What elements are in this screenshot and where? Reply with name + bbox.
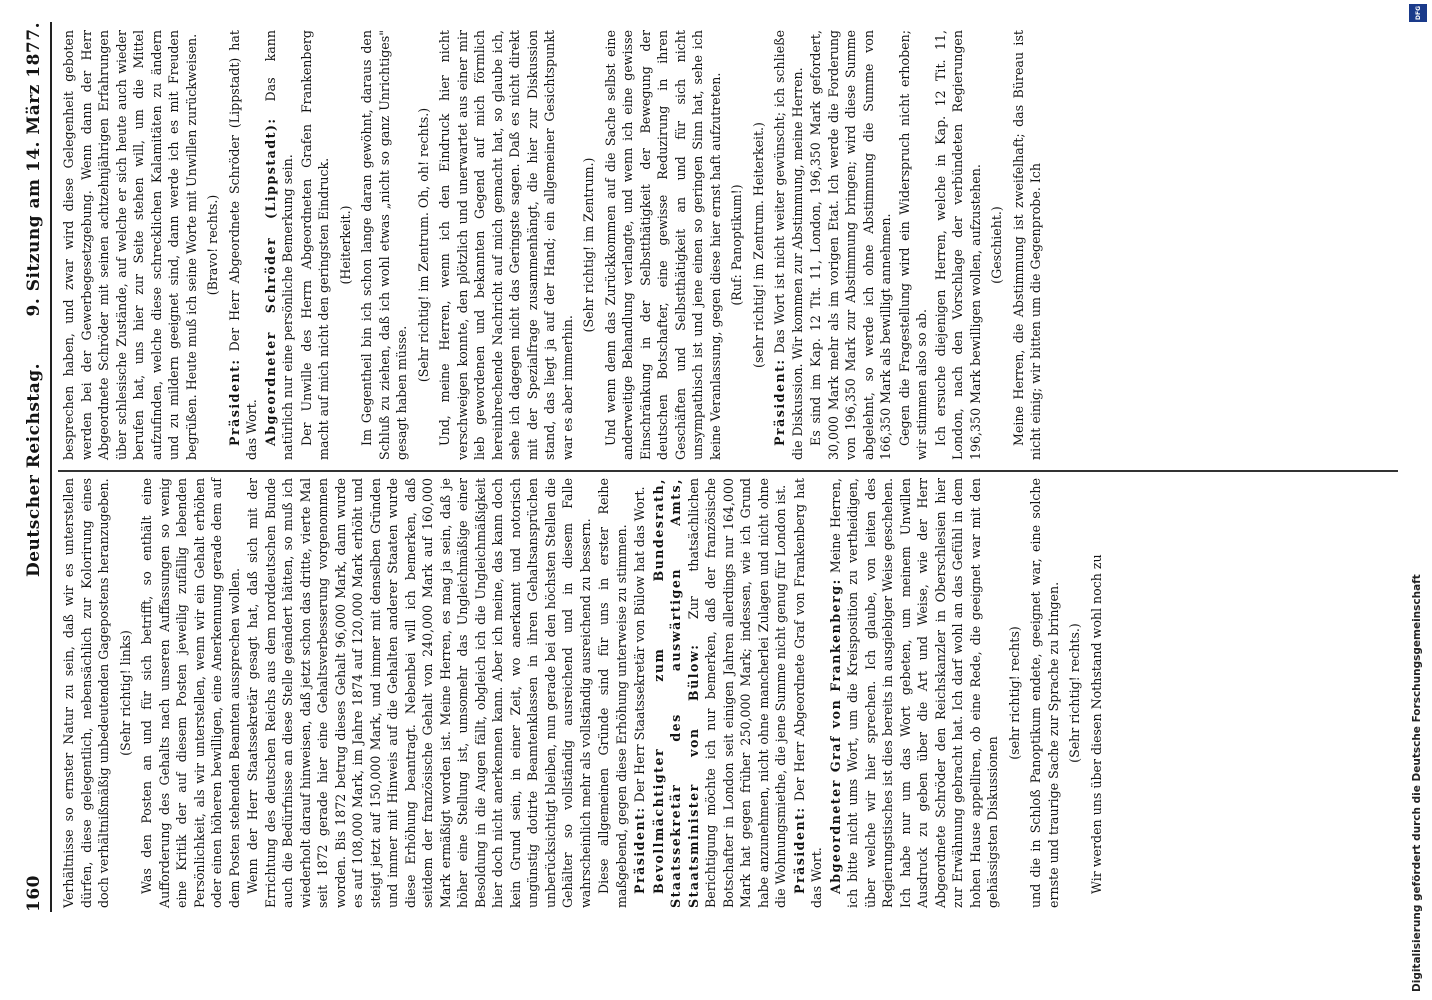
- footer-credit: Digitalisierung gefördert durch die Deutsche Forschungsgemeinschaft: [1411, 574, 1423, 992]
- text-paragraph: Gegen die Fragestellung wird ein Widerspruch nicht erhoben; wir stimmen also so ab.: [896, 30, 929, 460]
- speaker-name: Bevollmächtigter zum Bundesrath, Staatssekretär des auswärtigen Amts, Staatsminister von Bülow:: [650, 478, 701, 908]
- page-title: Deutscher Reichstag.: [24, 362, 44, 577]
- dfg-logo: DFG: [1409, 4, 1427, 22]
- text-paragraph: und die in Schloß Panoptikum endete, geeignet war, eine solche ernste und traurige Sache zur Sprache zu bringen.: [1028, 478, 1061, 908]
- speech-text: Meine Herren, ich bitte nicht ums Wort, um die Kreisposition zu vertheidigen, über welche wir hier sprechen. Ich glaube, von leiten des Regierungstisches ist dies bereits in ausgiebiger Weise geschehen. Ich habe nur um das Wort gebeten, um meinem Unwillen Ausdruck zu geben über die Art und Weise, wie der Herr Abgeordnete Schröder den Reichskanzler in Oberschlesien hier zur Erwähnung gebracht hat. Ich darf wohl an das Gefühl in dem hohen Hause appelliren, ob eine Rede, die geeignet war mit den gehässigsten Diskussionen: [827, 478, 1000, 908]
- speech-paragraph: [650, 478, 790, 908]
- stage-direction: (Ruf: Panoptikum!): [729, 184, 744, 306]
- text-paragraph: Und, meine Herren, wenn ich den Eindruck hier nicht verschweigen konnte, den plötzlich und unerwartet aus einer mir lieb gewordenen und bekannten Gegend auf mich förmlich hereinbrechende Nachricht auf mich gemacht hat, so glaube ich, sehe ich dagegen nicht das Geringste sagen. Daß es nicht direkt mit der Spezialfrage zusammenhängt, die hier zur Diskussion stand, das liegt ja auf der Hand; ein allgemeiner Gesichtspunkt war es aber immerhin.: [437, 30, 575, 460]
- stage-direction: (sehr richtig! rechts): [1006, 626, 1022, 760]
- speech-paragraph: [631, 478, 649, 908]
- speaker-name: Präsident:: [226, 358, 242, 446]
- text-paragraph: Es sind im Kap. 12 Tit. 11, London, 196,350 Mark gefordert, 30,000 Mark mehr als im vorigen Etat. Ich werde die Forderung von 196,350 Mark zur Abstimmung bringen; wird diese Summe abgelehnt, so werde ich ohne Abstimmung die Summe von 166,350 Mark als bewilligt annehmen.: [808, 30, 893, 460]
- speech-text: Der Herr Abgeordnete Graf von Frankenberg hat das Wort.: [791, 478, 824, 908]
- session-date: 9. Sitzung am 14. März 1877.: [24, 22, 44, 317]
- text-paragraph: Verhältnisse so ernster Natur zu sein, daß wir es unterstellen dürfen, diese gelegentlich, nebensächlich zur Kolorirung eines doch verhältnißmäßig unbedeutenden Gagepostens heranzugeben.: [61, 478, 111, 908]
- speech-text: Das Wort ist nicht weiter gewünscht; ich schließe die Diskussion. Wir kommen zur Abstimmung, meine Herren.: [772, 30, 805, 460]
- speech-paragraph: [827, 478, 1002, 908]
- speaker-name: Präsident:: [772, 358, 787, 446]
- footer: [1405, 0, 1432, 1000]
- stage-direction: (Sehr richtig! im Zentrum. Oh, oh! rechts.): [415, 107, 431, 383]
- speaker-name: Abgeordneter Graf von Frankenberg:: [827, 578, 843, 894]
- text-paragraph: besprechen haben, und zwar wird diese Gelegenheit geboten werden bei der Gewerbegesetzgebung. Wenn dann der Herr Abgeordnete Schröder mit seinen achtzehnjährigen Erfahrungen über schlesische Zustände, auf welche er sich heute auch wieder berufen hat, uns hier zur Seite stehen will, um die Mittel aufzufinden, welche diese schrecklichen Kalamitäten zu ändern und zu mildern geeignet sind, dann werde ich es mit Freuden begrüßen. Heute muß ich seine Worte mit Unwillen zurückweisen.: [61, 30, 199, 460]
- text-paragraph: Diese allgemeinen Gründe sind für uns in erster Reihe maßgebend, gegen diese Erhöhung unterweise zu stimmen.: [596, 478, 629, 908]
- speech-paragraph: [791, 478, 826, 908]
- stage-direction: (Sehr richtig! links): [117, 630, 133, 756]
- speech-text: Zur thatsächlichen Berichtigung möchte ich nur bemerken, daß der französische Botschafter in London seit einigen Jahren allerdings nur 164,000 Mark hat gegen früher 250,000 Mark; indessen, wie ich Grund habe anzunehmen, nicht ohne mancherlei Zulagen und nicht ohne die Wohnungsmiethe, die jene Summe nicht genug für London ist.: [685, 478, 788, 908]
- text-paragraph: Meine Herren, die Abstimmung ist zweifelhaft; das Büreau ist nicht einig; wir bitten um die Gegenprobe. Ich: [1010, 30, 1043, 460]
- text-paragraph: Wenn der Herr Staatssekretär gesagt hat, daß sich mit der Errichtung des deutschen Reichs aus dem norddeutschen Bunde auch die Bedürfnisse an diese Stelle geändert hätten, so muß ich wiederholt darauf hinweisen, daß jetzt schon das dritte, vierte Mal seit 1872 gerade hier eine Gehaltsverbesserung vorgenommen worden. Bis 1872 betrug dieses Gehalt 96,000 Mark, dann wurde es auf 108,000 Mark, im Jahre 1874 auf 120,000 Mark erhöht und steigt jetzt auf 150,000 Mark, und immer mit denselben Gründen und immer mit Hinweis auf die Gehalten anderer Staaten wurde diese Erhöhung beantragt. Nebenbei will ich bemerken, daß seitdem der französische Gehalt von 240,000 Mark auf 160,000 Mark ermäßigt worden ist. Meine Herren, es mag ja sein, daß je höher eine Stellung ist, umsomehr das Ungleichmäßige einer Besoldung in die Augen fällt, obgleich ich die Ungleichmäßigkeit hier doch nicht anerkennen kann. Aber ich meine, das kann doch kein Grund sein, in einer Zeit, wo anerkannt und notorisch ungünstig dotirte Beamtenklassen in ihren Gehaltsansprüchen unberücksichtigt bleiben, nun gerade bei den höchsten Stellen die Gehälter so vollständig ausreichend und in diesem Falle wahrscheinlich mehr als vollständig ausreichend zu bessern.: [245, 478, 593, 908]
- stage-direction: (Geschieht.): [989, 206, 1004, 284]
- text-paragraph: Und wenn denn das Zurückkommen auf die Sache selbst eine anderweitige Behandlung verlangte, und wenn ich eine gewisse Einschränkung in der Selbstthätigkeit der Bewegung der deutschen Botschafter, eine gewisse Reduzirung in ihren Geschäften und Selbstthätigkeit an und für sich nicht unsympathisch ist und jene einen so geringen Sinn hat, sehe ich keine Veranlassung, gegen diese hier ernst haft aufzutreten.: [602, 30, 723, 460]
- text-paragraph: Ich ersuche diejenigen Herren, welche in Kap. 12 Tit. 11, London, nach den Vorschlage der verbündeten Regierungen 196,350 Mark bewilligen wollen, aufzustehen.: [932, 30, 983, 460]
- stage-direction: (Sehr richtig! im Zentrum.): [581, 157, 596, 333]
- speech-paragraph: [262, 30, 297, 460]
- speech-text: Der Herr Abgeordnete Schröder (Lippstadt) hat das Wort.: [226, 30, 259, 460]
- speech-text: Der Herr Staatssekretär von Bülow hat das Wort.: [632, 486, 647, 803]
- speaker-name: Präsident:: [632, 806, 647, 894]
- stage-direction: (Sehr richtig! rechts.): [1067, 623, 1082, 763]
- right-column: [60, 30, 1046, 460]
- speech-text: Das kann natürlich nur eine persönliche Bemerkung sein.: [262, 30, 295, 460]
- speech-paragraph: [771, 30, 806, 460]
- speaker-name: Präsident:: [791, 806, 807, 894]
- left-column: [60, 478, 1106, 908]
- column-divider: [58, 470, 1398, 472]
- stage-direction: (sehr richtig! im Zentrum. Heiterkeit.): [750, 122, 766, 368]
- text-paragraph: Im Gegentheil bin ich schon lange daran gewöhnt, daraus den Schluß zu ziehen, daß ich wohl etwas „nicht so ganz Unrichtiges" gesagt haben müsse.: [359, 30, 409, 460]
- speaker-name: Abgeordneter Schröder (Lippstadt):: [262, 117, 278, 446]
- text-paragraph: Der Unwille des Herrn Abgeordneten Grafen Frankenberg macht auf mich nicht den geringsten Eindruck.: [298, 30, 331, 460]
- header-rule: [50, 22, 52, 912]
- stage-direction: (Bravo! rechts.): [205, 194, 220, 296]
- stage-direction: (Heiterkeit.): [337, 205, 353, 285]
- text-paragraph: Was den Posten an und für sich betrifft, so enthält eine Aufforderung des Gehalts nach unseren Auffassungen so wenig eine Kritik der auf diesem Posten jeweilig zufällig lebenden Persönlichkeit, als wir unterstellen, wenn wir ein Gehalt erhöhen oder einen höheren bewilligen, eine Anerkennung gerade dem auf dem Posten stehenden Beamten aussprechen wollen.: [139, 478, 242, 908]
- speech-paragraph: [226, 30, 261, 460]
- page-number: 160: [24, 875, 44, 912]
- text-paragraph: Wir werden uns über diesen Nothstand wohl noch zu: [1088, 554, 1104, 894]
